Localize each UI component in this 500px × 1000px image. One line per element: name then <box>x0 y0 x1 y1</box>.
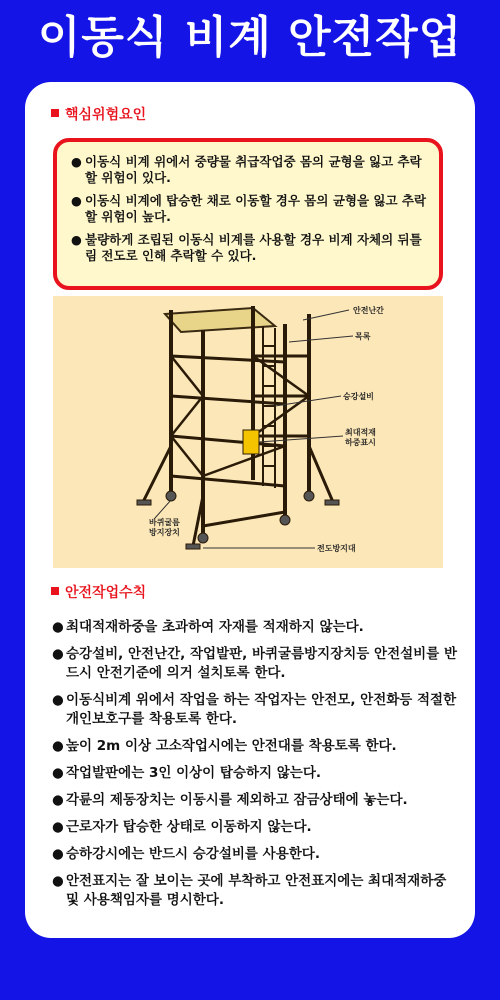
rule-item: ● 근로자가 탑승한 상태로 이동하지 않는다. <box>52 818 462 837</box>
rule-item: ● 높이 2m 이상 고소작업시에는 안전대를 착용토록 한다. <box>52 737 462 756</box>
label-maxload: 최대적재 하중표시 <box>345 428 376 447</box>
content-panel <box>25 82 475 938</box>
rule-item: ● 이동식비계 위에서 작업을 하는 작업자는 안전모, 안전화등 적절한 개인보호구를 착용토록 한다. <box>52 691 462 729</box>
square-bullet-icon <box>51 587 59 595</box>
label-ladder: 승강설비 <box>343 392 374 401</box>
label-outrigger: 전도방지대 <box>317 544 356 553</box>
risk-item: ● 이동식 비계 위에서 중량물 취급작업중 몸의 균형을 잃고 추락할 위험이 있다. <box>71 154 429 186</box>
scaffold-drawing <box>53 296 443 568</box>
risk-item: ● 이동식 비계에 탑승한 채로 이동할 경우 몸의 균형을 잃고 추락할 위험이 높다. <box>71 193 429 225</box>
platform-plank <box>165 308 275 332</box>
scaffold-illustration <box>53 296 443 568</box>
page-title: 이동식 비계 안전작업 <box>37 12 463 63</box>
risk-box <box>53 138 443 290</box>
rule-item: ● 승강설비, 안전난간, 작업발판, 바퀴굴름방지장치등 안전설비를 반드시 안전기준에 의거 설치토록 한다. <box>52 645 462 683</box>
rule-item: ● 최대적재하중을 초과하여 자재를 적재하지 않는다. <box>52 618 462 637</box>
square-bullet-icon <box>51 109 59 117</box>
max-load-sign <box>243 430 259 454</box>
risk-section-heading: 핵심위험요인 <box>51 104 146 124</box>
rule-item: ● 승하강시에는 반드시 승강설비를 사용한다. <box>52 845 462 864</box>
rule-item: ● 안전표지는 잘 보이는 곳에 부착하고 안전표지에는 최대적재하중 및 사용책임자를 명시한다. <box>52 872 462 910</box>
rules-section-heading: 안전작업수칙 <box>51 582 146 602</box>
rules-list <box>52 618 462 918</box>
label-guardrail: 안전난간 <box>353 306 384 315</box>
rule-item: ● 작업발판에는 3인 이상이 탑승하지 않는다. <box>52 764 462 783</box>
risk-item: ● 불량하게 조립된 이동식 비계를 사용할 경우 비계 자체의 뒤틀림 전도로 인해 추락할 수 있다. <box>71 232 429 264</box>
label-plank: 목록 <box>355 332 371 341</box>
rule-item: ● 각륜의 제동장치는 이동시를 제외하고 잠금상태에 놓는다. <box>52 791 462 810</box>
label-caster: 바퀴굴름 방지장치 <box>149 518 180 537</box>
